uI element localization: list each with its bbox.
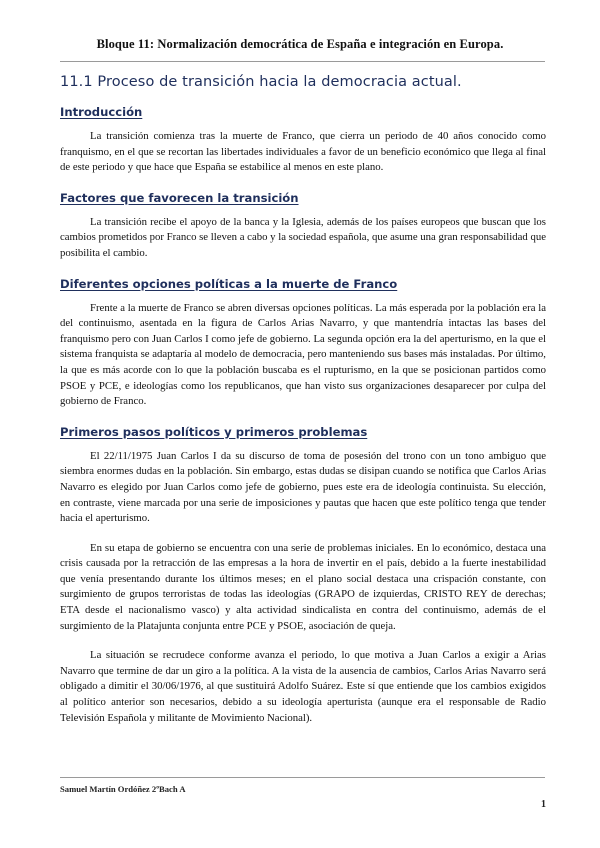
paragraph: La transición recibe el apoyo de la banca y la Iglesia, además de los países europeos que buscan que los cambios prometidos por Franco se lleven a cabo y la sociedad española, que asume una gran responsabilidad que posibilita el cambio. — [60, 215, 546, 259]
section-heading: Introducción — [60, 105, 143, 119]
paragraph: El 22/11/1975 Juan Carlos I da su discurso de toma de posesión del trono con un tono ambiguo que siembra enormes dudas en la población. Sin embargo, estas dudas se disipan cuando se notifica que Carlos Arias Navarro es elegido por Juan Carlos como jefe de gobierno, pues este era de ideología continuista. Su elección, en contraste, viene marcada por una serie de imposiciones y pautas que hacen que este político tenga que tender hacia el aperturismo. — [60, 449, 546, 525]
page-number: 1 — [541, 799, 546, 810]
section-heading: Diferentes opciones políticas a la muerte de Franco — [60, 276, 398, 291]
chapter-title: 11.1 Proceso de transición hacia la democracia actual. — [60, 74, 462, 90]
paragraph: Frente a la muerte de Franco se abren diversas opciones políticas. La más esperada por la población era la del continuismo, asentada en la figura de Carlos Arias Navarro, y que mantendría intactas las bases del franquismo pero con Juan Carlos I como jefe de gobierno. La segunda opción era la del aperturismo, en la que el sistema franquista se adaptaría al modelo de democracia, pero manteniendo sus bases más instaladas. Por último, la que es más acorde con lo que la población buscaba es el rupturismo, en la que se posicionan partidos como PSOE y PCE, e ideologías como los republicanos, que han visto sus organizaciones desaparecer por culpa del gobierno de Franco. — [60, 301, 546, 408]
section-primeros-pasos — [60, 424, 546, 727]
running-header-title: Bloque 11: Normalización democrática de España e integración en Europa. — [96, 37, 504, 51]
section-factores — [60, 190, 546, 262]
document-body — [60, 104, 546, 735]
section-introduccion — [60, 104, 546, 176]
footer-author: Samuel Martín Ordóñez 2ºBach A — [60, 784, 186, 794]
section-heading: Primeros pasos políticos y primeros problemas — [60, 424, 368, 439]
paragraph: La transición comienza tras la muerte de Franco, que cierra un periodo de 40 años conocido como franquismo, en el que se recortan las libertades individuales a favor de un beneficio económico que llega al final de este periodo y que hace que España se estabilice al menos en este plano. — [60, 130, 546, 174]
header-rule — [60, 61, 545, 62]
paragraph: La situación se recrudece conforme avanza el periodo, lo que motiva a Juan Carlos a exigir a Arias Navarro que termine de dar un giro a la política. A la vista de la ausencia de cambios, Carlos Arias Navarro será obligado a dimitir el 30/06/1976, al que sustituirá Adolfo Suárez. Este sí que entiende que los cambios exigidos al político anterior son necesarios, debido a su ideología aperturista (aunque era el responsable de Radio Televisión Española y militante de Movimiento Nacional). — [60, 649, 546, 724]
paragraph: En su etapa de gobierno se encuentra con una serie de problemas iniciales. En lo económico, destaca una crisis causada por la retracción de las empresas a la hora de invertir en el país, debido a la fuerte inestabilidad que venía presentando durante los últimos meses; en el plano social destaca una crispación constante, con surgimiento de grupos terroristas de todas las ideologías (GRAPO de izquierdas, CRISTO REY de derechas; ETA desde el nacionalismo vasco) y alta actividad sindicalista en contra del continuismo, además de el surgimiento de la Platajunta conjunta entre PCE y PSOE, asociación de queja. — [60, 541, 546, 632]
section-opciones-politicas — [60, 276, 546, 410]
section-heading: Factores que favorecen la transición — [60, 190, 299, 205]
footer-rule — [60, 777, 545, 778]
